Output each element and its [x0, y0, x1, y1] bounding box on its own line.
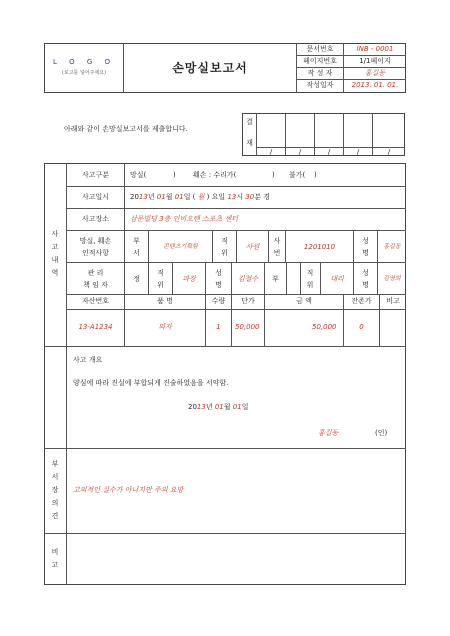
manager-b-type: 부 [272, 275, 279, 283]
accident-datetime: 2013년 01월 01일 ( 월 ) 요일 13시 30분 경 [130, 193, 270, 201]
person-name-label-1: 성 [362, 237, 369, 245]
summary-pledge: 양심에 따라 진실에 부합되게 진술하였음을 서약함. [73, 379, 229, 387]
doc-number-value: INB - 0001 [356, 45, 394, 53]
accident-type-impossible: 불가( [289, 171, 306, 179]
manager-b-name-value: 김영희 [383, 275, 401, 282]
page-number-value: 1/1페이지 [359, 57, 391, 65]
opinion-side-label: 부 서 장 의 견 [51, 460, 59, 520]
approval-label-2: 재 [246, 139, 253, 147]
page-number-label: 페이지번호 [303, 57, 337, 65]
person-label-2: 인적사항 [81, 249, 110, 257]
manager-b-name-label-2: 명 [362, 281, 369, 289]
manager-label-1: 관 리 [87, 269, 104, 277]
date-value: 2013. 01. 01. [351, 81, 399, 89]
manager-a-type: 정 [133, 275, 140, 283]
doc-number-label: 문서번호 [306, 45, 334, 53]
asset-no: 13-A1234 [78, 323, 113, 331]
person-label-1: 망실, 훼손 [79, 237, 112, 245]
manager-a-pos-label-2: 위 [157, 281, 164, 289]
manager-label-2: 책 임 자 [83, 281, 108, 289]
manager-a-name-label-2: 명 [215, 281, 222, 289]
asset-header-qty: 수량 [211, 297, 226, 305]
author-value: 홍길동 [364, 69, 386, 77]
accident-place-value: 삼문빌딩 3층 인비오텐 스포츠 센터 [130, 215, 239, 223]
manager-a-name-label-1: 성 [215, 269, 222, 277]
accident-place-label: 사고장소 [81, 215, 110, 223]
summary-sign-mark: (인) [375, 429, 388, 437]
asset-header-note: 비고 [386, 297, 400, 305]
document-title: 손망실보고서 [172, 61, 248, 75]
manager-b-pos-value: 대리 [330, 275, 344, 283]
intro-text: 아래와 같이 손망실보고서를 제출합니다. [64, 125, 188, 133]
manager-a-pos-label-1: 직 [157, 269, 164, 277]
asset-price: 50,000 [235, 323, 260, 331]
approval-label-1: 결 [246, 118, 253, 126]
approval-slash-2: / [298, 148, 302, 156]
asset-header-price: 단가 [241, 297, 255, 305]
manager-b-pos-label-1: 직 [306, 269, 314, 277]
person-name-label-2: 명 [362, 249, 369, 257]
approval-slash-4: / [356, 148, 360, 156]
approval-slash-3: / [327, 148, 331, 156]
report-table [44, 163, 406, 585]
manager-a-pos-value: 과장 [182, 275, 196, 283]
asset-header-amount: 금 액 [296, 297, 312, 305]
position-label-2: 위 [221, 249, 228, 257]
summary-date: 2013년 01월 01일 [188, 403, 249, 411]
employee-id-label-2: 번 [273, 249, 281, 257]
summary-signer: 홍길동 [318, 429, 339, 437]
accident-type-damage-close: ) [272, 171, 275, 179]
author-label: 작 성 자 [307, 69, 333, 77]
manager-b-pos-label-2: 위 [306, 281, 314, 289]
employee-id-label-1: 사 [273, 237, 281, 245]
employee-id-value: 1201010 [303, 243, 336, 251]
position-label-1: 직 [221, 237, 228, 245]
asset-header-name: 품 명 [157, 297, 173, 305]
manager-b-name-label-1: 성 [362, 269, 369, 277]
position-value: 사원 [245, 243, 260, 251]
accident-type-label: 사고구분 [81, 171, 110, 179]
dept-label-2: 서 [133, 249, 140, 257]
accident-type-impossible-close: ) [314, 171, 317, 179]
accident-datetime-label: 사고일시 [81, 193, 110, 201]
asset-qty: 1 [216, 323, 221, 331]
accident-type-loss-close: ) [173, 171, 176, 179]
asset-header-no: 자산번호 [81, 297, 110, 305]
asset-header-residual: 잔존가 [351, 297, 372, 305]
date-label: 작성일자 [306, 81, 334, 89]
asset-residual: 0 [359, 323, 364, 331]
dept-label-1: 부 [133, 237, 140, 245]
accident-type-damage: 훼손 : 수리가( [193, 171, 237, 179]
opinion-text: 고의적인 실수가 아니지만 주의 요망 [73, 486, 184, 494]
logo: L O G O [52, 58, 116, 66]
manager-a-name-value: 김철수 [237, 275, 259, 283]
person-name-value: 홍길동 [383, 243, 401, 250]
note-side-label: 비 고 [51, 548, 59, 569]
accident-side-label: 사 고 내 역 [51, 230, 59, 277]
approval-slash-5: / [387, 148, 391, 156]
logo-subtitle: (로고를 넣어주세요) [61, 70, 107, 76]
asset-amount: 50,000 [312, 323, 337, 331]
approval-slash-1: / [269, 148, 273, 156]
accident-type-loss: 망실( [130, 171, 147, 179]
dept-value: 콘텐츠기획팀 [163, 243, 198, 250]
summary-title: 사고 개요 [73, 356, 103, 364]
asset-name: 의자 [158, 323, 172, 331]
